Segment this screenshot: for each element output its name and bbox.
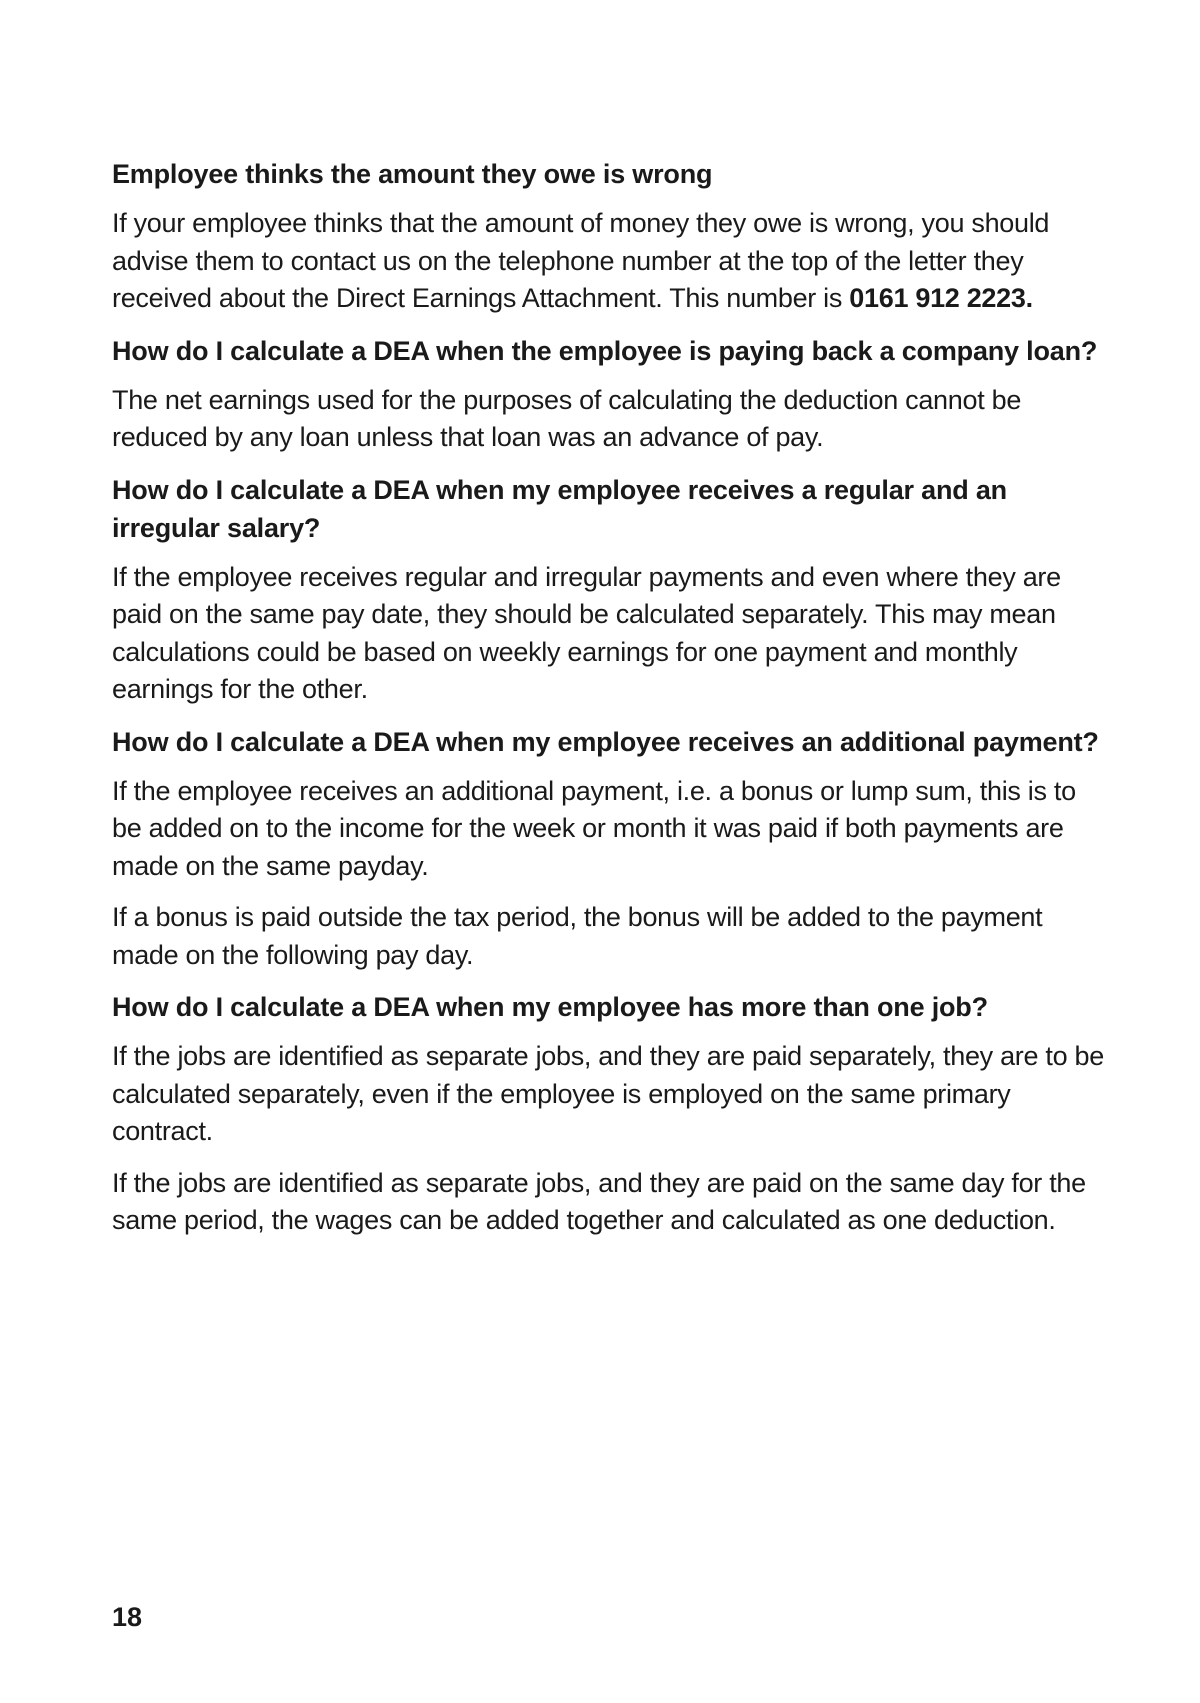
section-paragraph: If a bonus is paid outside the tax period, the bonus will be added to the payment made on the following pay day. [112, 902, 1043, 970]
phone-number: 0161 912 2223 [849, 283, 1026, 313]
section-amount-wrong [112, 155, 1112, 318]
section-company-loan [112, 332, 1112, 457]
paragraph-text: If your employee thinks that the amount of money they owe is wrong, you should advise them to contact us on the telephone number at the top of the letter they received about the Direct Earnings Attachment. This number is [112, 208, 1050, 313]
section-paragraph: The net earnings used for the purposes of calculating the deduction cannot be reduced by any loan unless that loan was an advance of pay. [112, 384, 1022, 452]
section-heading: How do I calculate a DEA when my employee receives a regular and an irregular salary? [112, 474, 1007, 543]
section-more-than-one-job [112, 988, 1112, 1240]
section-paragraph [112, 205, 1112, 318]
section-paragraph: If the employee receives regular and irregular payments and even where they are paid on the same pay date, they should be calculated separately. This may mean calculations could be based on weekly earnings for one payment and monthly earnings for the other. [112, 561, 1061, 704]
page-content [112, 155, 1112, 1254]
section-regular-irregular-salary [112, 471, 1112, 709]
section-paragraph: If the jobs are identified as separate jobs, and they are paid on the same day for the same period, the wages can be added together and calculated as one deduction. [112, 1167, 1086, 1235]
section-heading: How do I calculate a DEA when the employee is paying back a company loan? [112, 335, 1098, 366]
section-paragraph: If the jobs are identified as separate jobs, and they are paid separately, they are to be calculated separately, even if the employee is employed on the same primary contract. [112, 1041, 1104, 1146]
section-heading: Employee thinks the amount they owe is wrong [112, 159, 713, 189]
section-additional-payment [112, 723, 1112, 975]
section-heading: How do I calculate a DEA when my employee has more than one job? [112, 992, 988, 1022]
section-heading: How do I calculate a DEA when my employee receives an additional payment? [112, 726, 1099, 757]
page-number: 18 [112, 1602, 143, 1632]
phone-number-period: . [1025, 283, 1033, 313]
section-paragraph: If the employee receives an additional payment, i.e. a bonus or lump sum, this is to be added on to the income for the week or month it was paid if both payments are made on the same payday. [112, 775, 1076, 881]
